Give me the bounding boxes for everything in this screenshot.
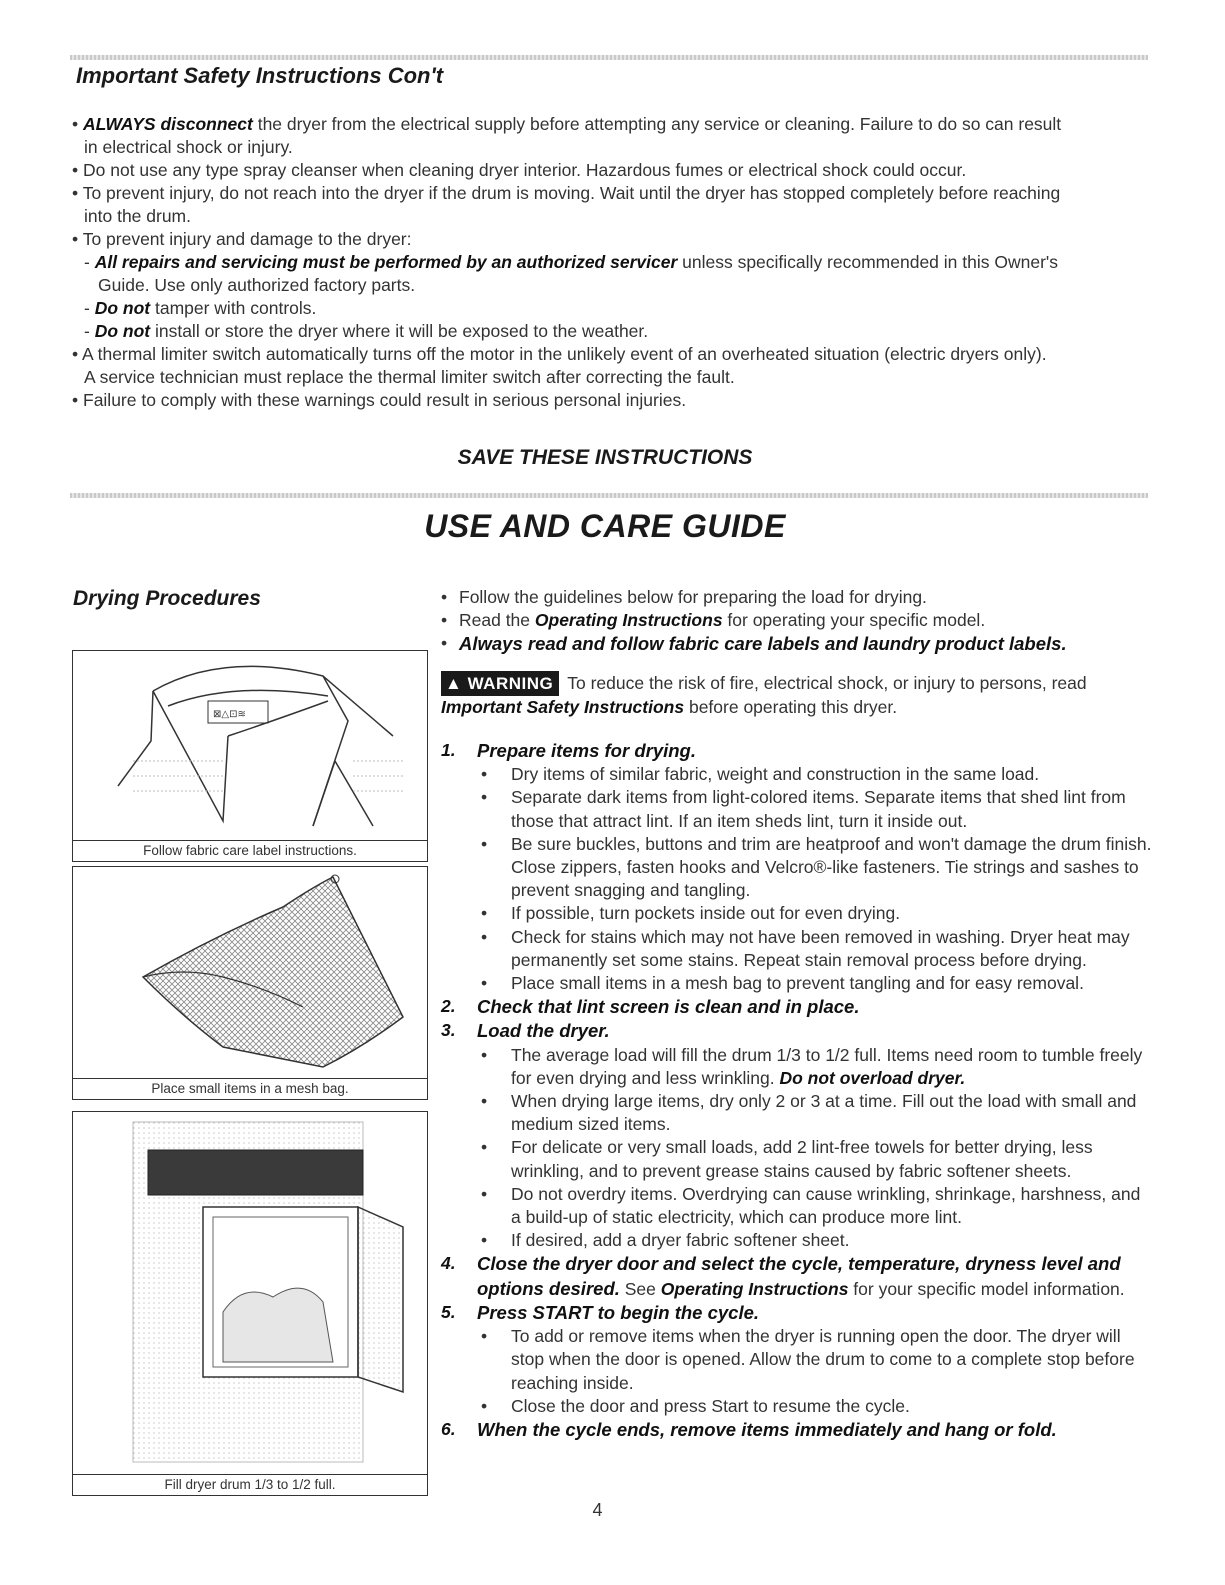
safety-item: • To prevent injury, do not reach into the dryer if the drum is moving. Wait until the dryer has stopped completely before reaching bbox=[72, 183, 1061, 203]
figure-caption: Fill dryer drum 1/3 to 1/2 full. bbox=[73, 1474, 427, 1495]
step-number: 3. bbox=[441, 1020, 456, 1041]
figure-mesh-bag bbox=[72, 866, 428, 1100]
emphasis: ALWAYS disconnect bbox=[83, 114, 253, 134]
step-number: 6. bbox=[441, 1418, 456, 1439]
warning-text: before operating this dryer. bbox=[684, 696, 898, 717]
list-item: • Dry items of similar fabric, weight and construction in the same load. bbox=[441, 763, 1153, 786]
list-item: • Check for stains which may not have been removed in washing. Dryer heat may permanently set some stains. Repeat stain removal process before drying. bbox=[441, 926, 1153, 972]
safety-item: • Do not use any type spray cleanser when cleaning dryer interior. Hazardous fumes or electrical shock could occur. bbox=[72, 160, 967, 180]
warning-block bbox=[441, 671, 1153, 719]
emphasis: All repairs and servicing must be performed by an authorized servicer bbox=[94, 252, 678, 272]
safety-text: To prevent injury and damage to the dryer: bbox=[82, 229, 412, 249]
step-number: 1. bbox=[441, 740, 456, 761]
safety-item-cont: into the drum. bbox=[84, 206, 191, 226]
safety-heading: Important Safety Instructions Con't bbox=[76, 63, 444, 88]
top-divider bbox=[70, 55, 1148, 60]
drying-procedures-heading: Drying Procedures bbox=[73, 587, 261, 610]
emphasis: Operating Instructions bbox=[534, 610, 723, 631]
svg-text:⊠△⊡≋: ⊠△⊡≋ bbox=[213, 709, 246, 720]
step-title: Press START to begin the cycle. bbox=[477, 1301, 760, 1323]
figure-caption: Follow fabric care label instructions. bbox=[73, 840, 427, 861]
step-title: Load the dryer. bbox=[477, 1020, 610, 1042]
safety-item-cont: Guide. Use only authorized factory parts. bbox=[98, 275, 416, 295]
safety-list bbox=[72, 113, 1152, 412]
warning-text: To reduce the risk of fire, electrical shock, or injury to persons, read bbox=[567, 672, 1087, 693]
list-text: The average load will fill the drum 1/3 to 1/2 full. Items need room to tumble freely for even drying and less wrinkling. bbox=[511, 1044, 1143, 1088]
page-number: 4 bbox=[592, 1500, 603, 1520]
step-title: Close the dryer door and select the cycle, temperature, dryness level and options desired. bbox=[477, 1253, 1121, 1299]
emphasis: Do not overload dryer. bbox=[779, 1067, 966, 1088]
list-item: • Close the door and press Start to resume the cycle. bbox=[441, 1395, 1153, 1418]
mesh-bag-illustration bbox=[73, 867, 427, 1077]
list-item: • When drying large items, dry only 2 or 3 at a time. Fill out the load with small and medium sized items. bbox=[441, 1090, 1153, 1136]
step-number: 2. bbox=[441, 996, 456, 1017]
emphasis: Do not bbox=[94, 298, 151, 318]
safety-text: To prevent injury, do not reach into the dryer if the drum is moving. Wait until the dryer has stopped completely before reaching bbox=[82, 183, 1061, 203]
middle-divider bbox=[70, 493, 1148, 498]
step-number: 4. bbox=[441, 1253, 456, 1274]
list-item: • Be sure buckles, buttons and trim are heatproof and won't damage the drum finish. Close zippers, fasten hooks and Velcro®-like fasteners. Tie strings and sashes to prevent snagging and tangling. bbox=[441, 833, 1153, 903]
intro-item bbox=[441, 632, 1153, 656]
step-1 bbox=[441, 739, 1153, 763]
figure-care-label bbox=[72, 650, 428, 862]
shirt-collar-illustration bbox=[73, 651, 427, 839]
list-item: • To add or remove items when the dryer is running open the door. The dryer will stop when the door is opened. Allow the drum to come to a complete stop before reaching inside. bbox=[441, 1325, 1153, 1395]
step-5 bbox=[441, 1301, 1153, 1325]
safety-text: A thermal limiter switch automatically turns off the motor in the unlikely event of an overheated situation (electric dryers only). bbox=[82, 344, 1047, 364]
list-item: • Place small items in a mesh bag to prevent tangling and for easy removal. bbox=[441, 972, 1153, 995]
step-number: 5. bbox=[441, 1301, 456, 1322]
step-title: Prepare items for drying. bbox=[477, 740, 696, 762]
safety-subitem: - Do not install or store the dryer where it will be exposed to the weather. bbox=[84, 321, 649, 341]
safety-subitem: - Do not tamper with controls. bbox=[84, 298, 317, 318]
list-item: • Separate dark items from light-colored items. Separate items that shed lint from those that attract lint. If an item sheds lint, turn it inside out. bbox=[441, 786, 1153, 832]
list-item: • Do not overdry items. Overdrying can cause wrinkling, shrinkage, harshness, and a build-up of static electricity, which can produce more lint. bbox=[441, 1183, 1153, 1229]
step-5-items bbox=[441, 1325, 1153, 1418]
warning-label: WARNING bbox=[467, 673, 554, 693]
step-4 bbox=[441, 1252, 1153, 1300]
step-6 bbox=[441, 1418, 1153, 1442]
figure-caption: Place small items in a mesh bag. bbox=[73, 1078, 427, 1099]
safety-item-cont: in electrical shock or injury. bbox=[84, 137, 293, 157]
emphasis: Always read and follow fabric care labels and laundry product labels. bbox=[459, 633, 1067, 655]
step-text: for your specific model information. bbox=[848, 1278, 1125, 1299]
emphasis: Important Safety Instructions bbox=[441, 696, 685, 717]
intro-list bbox=[441, 586, 1153, 657]
safety-text: Failure to comply with these warnings could result in serious personal injuries. bbox=[83, 390, 687, 410]
safety-item: • A thermal limiter switch automatically turns off the motor in the unlikely event of an overheated situation (electric dryers only). bbox=[72, 344, 1047, 364]
step-3-items bbox=[441, 1044, 1153, 1253]
emphasis: Operating Instructions bbox=[660, 1278, 849, 1299]
list-item: • For delicate or very small loads, add 2 lint-free towels for better drying, less wrinkling, and to prevent grease stains caused by fabric softener sheets. bbox=[441, 1136, 1153, 1182]
step-3 bbox=[441, 1019, 1153, 1043]
drying-instructions bbox=[441, 586, 1153, 1442]
safety-item: • ALWAYS disconnect the dryer from the electrical supply before attempting any service or cleaning. Failure to do so can result bbox=[72, 114, 1062, 134]
safety-text: the dryer from the electrical supply before attempting any service or cleaning. Failure to do so can result bbox=[252, 114, 1062, 134]
dryer-drum-illustration bbox=[73, 1112, 427, 1472]
intro-item bbox=[441, 609, 1153, 632]
intro-text: Read the bbox=[459, 610, 535, 631]
warning-badge: ▲ WARNING bbox=[441, 671, 559, 696]
safety-item: • Failure to comply with these warnings could result in serious personal injuries. bbox=[72, 390, 687, 410]
figure-dryer-drum bbox=[72, 1111, 428, 1496]
safety-text: Do not use any type spray cleanser when cleaning dryer interior. Hazardous fumes or electrical shock could occur. bbox=[83, 160, 967, 180]
safety-item-cont: A service technician must replace the thermal limiter switch after correcting the fault. bbox=[84, 367, 735, 387]
safety-text: install or store the dryer where it will be exposed to the weather. bbox=[150, 321, 649, 341]
save-instructions: SAVE THESE INSTRUCTIONS bbox=[457, 446, 753, 469]
step-1-items bbox=[441, 763, 1153, 995]
safety-subitem: - All repairs and servicing must be performed by an authorized servicer unless specifically recommended in this Owner's bbox=[84, 252, 1058, 272]
list-item: • If possible, turn pockets inside out for even drying. bbox=[441, 902, 1153, 925]
step-2 bbox=[441, 995, 1153, 1019]
safety-item: • To prevent injury and damage to the dryer: bbox=[72, 229, 412, 249]
safety-text: tamper with controls. bbox=[150, 298, 317, 318]
list-item: • If desired, add a dryer fabric softener sheet. bbox=[441, 1229, 1153, 1252]
intro-text: for operating your specific model. bbox=[722, 610, 986, 631]
guide-title: USE AND CARE GUIDE bbox=[424, 508, 786, 544]
step-title: When the cycle ends, remove items immediately and hang or fold. bbox=[477, 1418, 1057, 1440]
step-text: See bbox=[619, 1278, 661, 1299]
list-item bbox=[441, 1044, 1153, 1090]
safety-text: unless specifically recommended in this Owner's bbox=[677, 252, 1058, 272]
emphasis: Do not bbox=[94, 321, 151, 341]
intro-item: • Follow the guidelines below for preparing the load for drying. bbox=[441, 586, 1153, 609]
step-title: Check that lint screen is clean and in place. bbox=[477, 996, 860, 1018]
